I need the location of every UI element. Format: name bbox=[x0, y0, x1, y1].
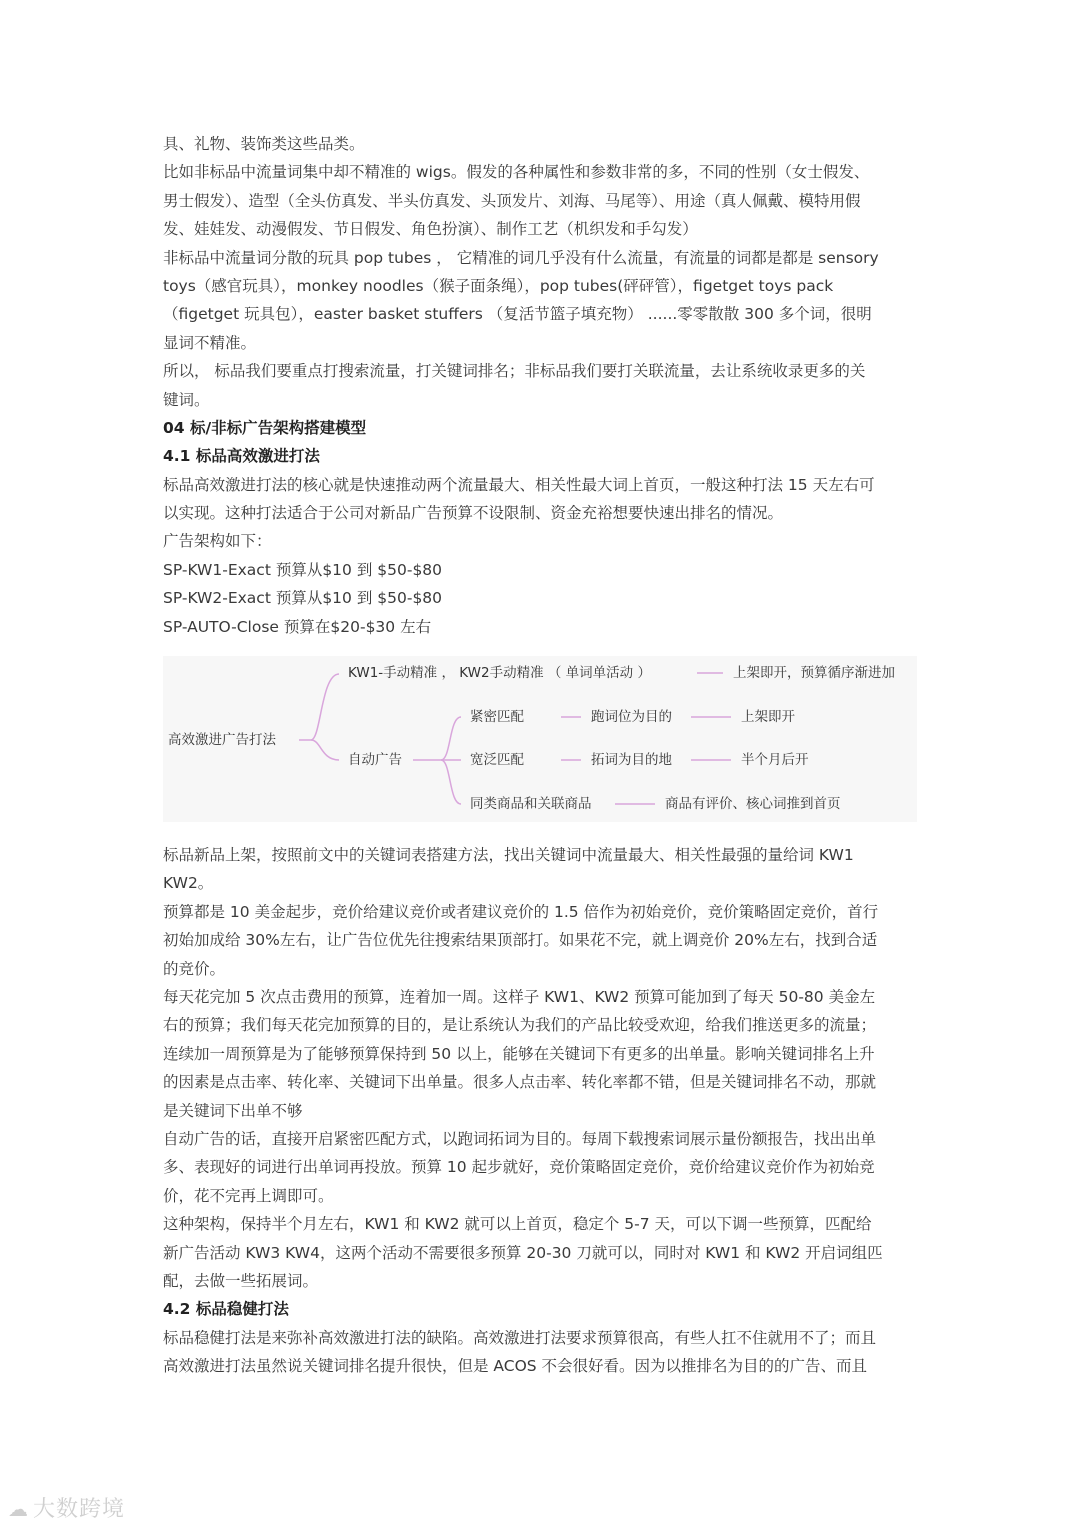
text-line: 右的预算；我们每天花完加预算的目的，是让系统认为我们的产品比较受欢迎，给我们推送更多的流量； bbox=[163, 1016, 877, 1035]
text-line: SP-KW2-Exact 预算从$10 到 $50-$80 bbox=[163, 589, 443, 608]
text-line: 连续加一周预算是为了能够预算保持到 50 以上，能够在关键词下有更多的出单量。影响关键词排名上升 bbox=[163, 1044, 875, 1063]
brand-logo-icon: ☁ bbox=[8, 1497, 29, 1521]
text-line: 多、表现好的词进行出单词再投放。预算 10 起步就好，竞价策略固定竞价，竞价给建议竞价作为初始竞 bbox=[163, 1158, 875, 1177]
text-line: 高效激进打法虽然说关键词排名提升很快，但是 ACOS 不会很好看。因为以推排名为目的的广告、而且 bbox=[163, 1357, 868, 1376]
text-line: 新广告活动 KW3 KW4，这两个活动不需要很多预算 20-30 刀就可以，同时对 KW1 和 KW2 开启词组匹 bbox=[163, 1243, 883, 1262]
broad-match-result-node: 半个月后开 bbox=[741, 752, 809, 768]
exact-match-result-node: 上架即开 bbox=[741, 709, 795, 725]
section-heading: 04 标/非标广告架构搭建模型 bbox=[163, 418, 367, 437]
mind-map-diagram bbox=[163, 656, 917, 822]
broad-match-node: 宽泛匹配 bbox=[470, 752, 524, 768]
text-line: 比如非标品中流量词集中却不精准的 wigs。假发的各种属性和参数非常的多，不同的性别（女士假发、 bbox=[163, 163, 870, 182]
text-line: 每天花完加 5 次点击费用的预算，连着加一周。这样子 KW1、KW2 预算可能加到了每天 50-80 美金左 bbox=[163, 987, 876, 1006]
text-line: SP-KW1-Exact 预算从$10 到 $50-$80 bbox=[163, 560, 443, 579]
text-line: 配，去做一些拓展词。 bbox=[163, 1271, 319, 1290]
text-line: 广告架构如下： bbox=[163, 532, 272, 551]
watermark-text: 大数跨境 bbox=[33, 1497, 126, 1522]
text-line: 价，花不完再上调即可。 bbox=[163, 1186, 334, 1205]
text-line: 这种架构，保持半个月左右，KW1 和 KW2 就可以上首页，稳定个 5-7 天，可以下调一些预算，匹配给 bbox=[163, 1215, 872, 1234]
text-line: 标品稳健打法是来弥补高效激进打法的缺陷。高效激进打法要求预算很高，有些人扛不住就用不了；而且 bbox=[163, 1328, 877, 1347]
text-line: 的因素是点击率、转化率、关键词下出单量。很多人点击率、转化率都不错，但是关键词排名不动，那就 bbox=[163, 1073, 877, 1092]
text-line: 标品新品上架，按照前文中的关键词表搭建方法，找出关键词中流量最大、相关性最强的量给词 KW1 bbox=[163, 846, 854, 865]
text-line: 所以， 标品我们要重点打搜索流量，打关键词排名；非标品我们要打关联流量，去让系统收录更多的关 bbox=[163, 362, 866, 381]
branch2-curve bbox=[311, 740, 339, 760]
text-line: 标品高效激进打法的核心就是快速推动两个流量最大、相关性最大词上首页，一般这种打法 15 天左右可 bbox=[163, 475, 875, 494]
text-line: 发、娃娃发、动漫假发、节日假发、角色扮演）、制作工艺（机织发和手勾发） bbox=[163, 220, 698, 239]
text-line: 预算都是 10 美金起步，竞价给建议竞价或者建议竞价的 1.5 倍作为初始竞价，竞价策略固定竞价，首行 bbox=[163, 902, 879, 921]
sub3-curve bbox=[441, 760, 461, 804]
text-line: toys（感官玩具），monkey noodles（猴子面条绳），pop tubes(砰砰管），figetget toys pack bbox=[163, 276, 834, 295]
text-line: （figetget 玩具包），easter basket stuffers （复活节篮子填充物） ......零零散散 300 多个词，很明 bbox=[163, 305, 872, 324]
related-products-result-node: 商品有评价、核心词推到首页 bbox=[665, 796, 841, 812]
subsection-heading: 4.1 标品高效激进打法 bbox=[163, 447, 320, 466]
subsection-heading: 4.2 标品稳健打法 bbox=[163, 1300, 289, 1319]
root-node: 高效激进广告打法 bbox=[168, 732, 276, 748]
branch1-curve bbox=[311, 674, 339, 740]
auto-ads-node: 自动广告 bbox=[348, 752, 402, 768]
text-line: 键词。 bbox=[163, 390, 210, 409]
text-line: KW2。 bbox=[163, 874, 214, 893]
text-line: 的竞价。 bbox=[163, 959, 226, 978]
exact-match-goal-node: 跑词位为目的 bbox=[591, 709, 672, 725]
watermark bbox=[8, 1492, 125, 1523]
text-line: 是关键词下出单不够 bbox=[163, 1101, 303, 1120]
text-line: 非标品中流量词分散的玩具 pop tubes ， 它精准的词几乎没有什么流量，有流量的词都是都是 sensory bbox=[163, 248, 879, 267]
text-line: 显词不精准。 bbox=[163, 333, 257, 352]
text-line: 男士假发）、造型（全头仿真发、半头仿真发、头顶发片、刘海、马尾等）、用途（真人佩戴、模特用假 bbox=[163, 191, 861, 210]
branch1-node: KW1-手动精准 ， KW2手动精准 （ 单词单活动 ） bbox=[348, 665, 651, 681]
text-line: 以实现。这种打法适合于公司对新品广告预算不设限制、资金充裕想要快速出排名的情况。 bbox=[163, 504, 784, 523]
related-products-node: 同类商品和关联商品 bbox=[470, 796, 592, 812]
branch1-result-node: 上架即开，预算循序渐进加 bbox=[733, 665, 895, 681]
text-line: 具、礼物、装饰类这些品类。 bbox=[163, 135, 365, 153]
text-line: SP-AUTO-Close 预算在$20-$30 左右 bbox=[163, 617, 432, 636]
broad-match-goal-node: 拓词为目的地 bbox=[591, 752, 672, 768]
text-line: 自动广告的话，直接开启紧密匹配方式，以跑词拓词为目的。每周下载搜索词展示量份额报告，找出出单 bbox=[163, 1129, 877, 1148]
text-line: 初始加成给 30%左右，让广告位优先往搜索结果顶部打。如果花不完，就上调竞价 20%左右，找到合适 bbox=[163, 931, 878, 950]
sub1-curve bbox=[441, 717, 461, 760]
exact-match-node: 紧密匹配 bbox=[470, 709, 524, 725]
